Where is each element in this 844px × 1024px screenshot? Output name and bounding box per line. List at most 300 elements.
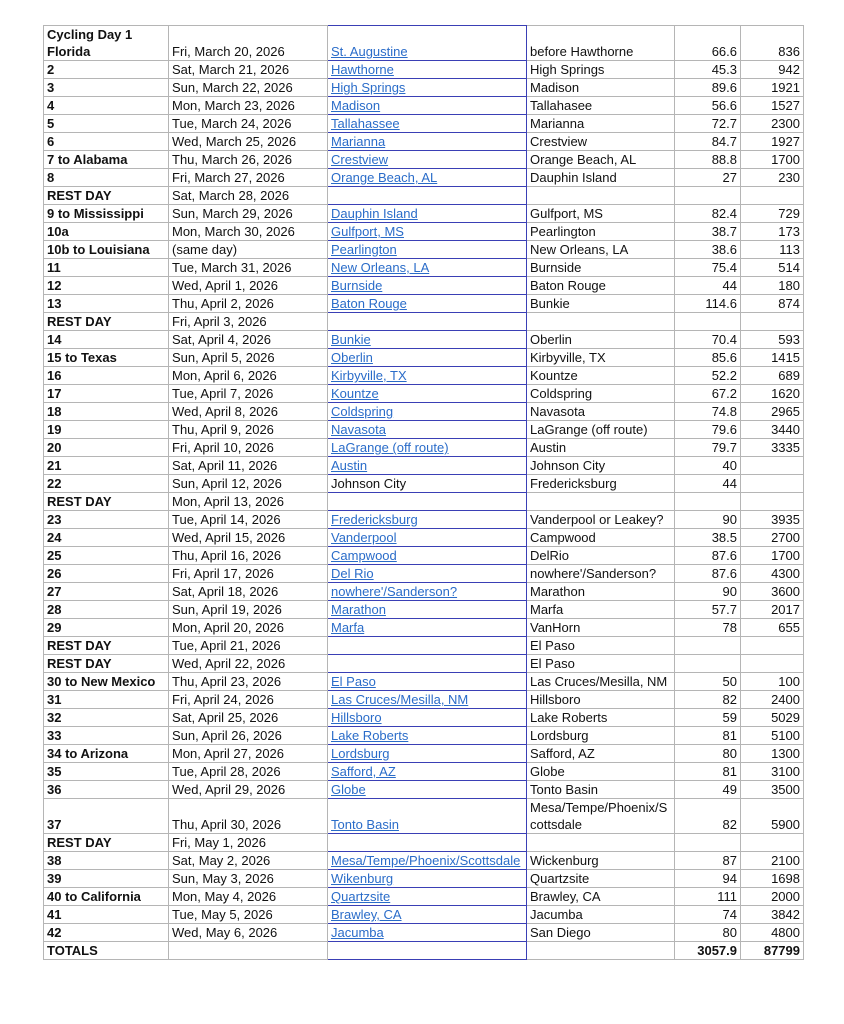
destination-cell: Tallahasee <box>527 97 675 115</box>
miles-cell: 49 <box>675 781 741 799</box>
date-cell: Fri, April 17, 2026 <box>169 565 328 583</box>
elevation-cell: 1927 <box>741 133 804 151</box>
start-location-cell <box>328 97 527 115</box>
start-location-cell <box>328 888 527 906</box>
destination-cell <box>527 493 675 511</box>
day-cell: 13 <box>44 295 169 313</box>
start-location-cell <box>328 349 527 367</box>
miles-cell: 45.3 <box>675 61 741 79</box>
start-location-cell <box>328 205 527 223</box>
miles-cell: 72.7 <box>675 115 741 133</box>
miles-cell: 82 <box>675 799 741 834</box>
elevation-cell: 1700 <box>741 151 804 169</box>
location-link[interactable]: New Orleans, LA <box>331 260 430 275</box>
elevation-cell: 942 <box>741 61 804 79</box>
elevation-cell <box>741 637 804 655</box>
day-cell: 33 <box>44 727 169 745</box>
date-cell: Sun, April 5, 2026 <box>169 349 328 367</box>
day-cell: 20 <box>44 439 169 457</box>
location-link[interactable]: Vanderpool <box>331 530 397 545</box>
empty-cell <box>527 942 675 960</box>
date-cell: Mon, March 23, 2026 <box>169 97 328 115</box>
table-row <box>44 475 804 493</box>
miles-cell: 44 <box>675 277 741 295</box>
day-cell: 29 <box>44 619 169 637</box>
table-row <box>44 852 804 870</box>
destination-cell <box>527 313 675 331</box>
date-cell: Sat, March 28, 2026 <box>169 187 328 205</box>
miles-cell: 87.6 <box>675 565 741 583</box>
start-location-cell <box>328 241 527 259</box>
location-link[interactable]: Lake Roberts <box>331 728 409 743</box>
date-cell: Thu, April 30, 2026 <box>169 799 328 834</box>
rest-day-row <box>44 313 804 331</box>
location-link[interactable]: Madison <box>331 98 381 113</box>
destination-cell: VanHorn <box>527 619 675 637</box>
start-location-cell: Johnson City <box>328 475 527 493</box>
day-cell: 22 <box>44 475 169 493</box>
table-row <box>44 151 804 169</box>
location-link[interactable]: Globe <box>331 782 366 797</box>
date-cell: Fri, March 27, 2026 <box>169 169 328 187</box>
day-cell: 37 <box>44 799 169 834</box>
table-row <box>44 115 804 133</box>
start-location-cell <box>328 277 527 295</box>
miles-cell: 80 <box>675 924 741 942</box>
elevation-cell: 1415 <box>741 349 804 367</box>
location-link[interactable]: El Paso <box>331 674 376 689</box>
destination-cell: before Hawthorne <box>527 26 675 61</box>
elevation-cell: 2017 <box>741 601 804 619</box>
date-cell: Wed, April 8, 2026 <box>169 403 328 421</box>
start-location-cell <box>328 529 527 547</box>
date-cell: Sat, April 11, 2026 <box>169 457 328 475</box>
location-link[interactable]: LaGrange (off route) <box>331 440 449 455</box>
location-link[interactable]: Marathon <box>331 602 386 617</box>
elevation-cell: 2965 <box>741 403 804 421</box>
destination-cell: Marfa <box>527 601 675 619</box>
date-cell: Wed, March 25, 2026 <box>169 133 328 151</box>
date-cell: Fri, May 1, 2026 <box>169 834 328 852</box>
table-row <box>44 439 804 457</box>
destination-cell: Marianna <box>527 115 675 133</box>
location-link[interactable]: Orange Beach, AL <box>331 170 438 185</box>
date-cell: Mon, April 13, 2026 <box>169 493 328 511</box>
table-row <box>44 727 804 745</box>
day-cell: 28 <box>44 601 169 619</box>
table-row <box>44 367 804 385</box>
destination-cell: nowhere'/Sanderson? <box>527 565 675 583</box>
total-miles: 3057.9 <box>675 942 741 960</box>
day-cell: 2 <box>44 61 169 79</box>
date-cell: Sat, May 2, 2026 <box>169 852 328 870</box>
table-row <box>44 295 804 313</box>
day-cell: 19 <box>44 421 169 439</box>
miles-cell: 81 <box>675 763 741 781</box>
day-cell: 23 <box>44 511 169 529</box>
start-location-cell <box>328 61 527 79</box>
table-row <box>44 349 804 367</box>
miles-cell: 74 <box>675 906 741 924</box>
day-cell: 32 <box>44 709 169 727</box>
miles-cell: 81 <box>675 727 741 745</box>
table-row <box>44 241 804 259</box>
elevation-cell <box>741 655 804 673</box>
start-location-cell <box>328 367 527 385</box>
date-cell: Tue, April 28, 2026 <box>169 763 328 781</box>
rest-day-row <box>44 187 804 205</box>
start-location-cell <box>328 223 527 241</box>
destination-cell: Oberlin <box>527 331 675 349</box>
location-link[interactable]: Austin <box>331 458 368 473</box>
miles-cell <box>675 655 741 673</box>
miles-cell <box>675 493 741 511</box>
miles-cell: 70.4 <box>675 331 741 349</box>
miles-cell: 78 <box>675 619 741 637</box>
day-cell: 42 <box>44 924 169 942</box>
elevation-cell: 874 <box>741 295 804 313</box>
start-location-cell <box>328 187 527 205</box>
location-link[interactable]: Marianna <box>331 134 386 149</box>
empty-cell <box>328 942 527 960</box>
table-row <box>44 888 804 906</box>
date-cell: Sun, May 3, 2026 <box>169 870 328 888</box>
day-cell: 35 <box>44 763 169 781</box>
elevation-cell <box>741 834 804 852</box>
day-cell: REST DAY <box>44 637 169 655</box>
date-cell: Mon, May 4, 2026 <box>169 888 328 906</box>
date-cell: Sun, April 12, 2026 <box>169 475 328 493</box>
table-row <box>44 583 804 601</box>
day-cell: 3 <box>44 79 169 97</box>
elevation-cell: 3440 <box>741 421 804 439</box>
location-link[interactable]: Jacumba <box>331 925 384 940</box>
start-location-cell <box>328 169 527 187</box>
table-row <box>44 924 804 942</box>
day-cell: 36 <box>44 781 169 799</box>
miles-cell: 87.6 <box>675 547 741 565</box>
location-link[interactable]: nowhere'/Sanderson? <box>331 584 458 599</box>
location-link[interactable]: Hawthorne <box>331 62 394 77</box>
day-cell: 26 <box>44 565 169 583</box>
start-location-cell <box>328 906 527 924</box>
start-location-cell <box>328 924 527 942</box>
start-location-cell <box>328 745 527 763</box>
miles-cell: 90 <box>675 511 741 529</box>
location-link[interactable]: Kountze <box>331 386 379 401</box>
miles-cell: 85.6 <box>675 349 741 367</box>
location-link[interactable]: Gulfport, MS <box>331 224 404 239</box>
elevation-cell: 2700 <box>741 529 804 547</box>
miles-cell: 88.8 <box>675 151 741 169</box>
table-row <box>44 133 804 151</box>
location-link[interactable]: Navasota <box>331 422 386 437</box>
date-cell: Fri, April 3, 2026 <box>169 313 328 331</box>
destination-cell: Wickenburg <box>527 852 675 870</box>
location-link[interactable]: Tallahassee <box>331 116 400 131</box>
location-link[interactable]: Bunkie <box>331 332 371 347</box>
day-cell: 34 to Arizona <box>44 745 169 763</box>
date-cell: Mon, April 6, 2026 <box>169 367 328 385</box>
date-cell: Sun, April 26, 2026 <box>169 727 328 745</box>
location-link[interactable]: Quartzsite <box>331 889 391 904</box>
date-cell: Sun, April 19, 2026 <box>169 601 328 619</box>
date-cell: Tue, March 24, 2026 <box>169 115 328 133</box>
date-cell: Wed, April 29, 2026 <box>169 781 328 799</box>
day-cell: 31 <box>44 691 169 709</box>
start-location-cell <box>328 79 527 97</box>
location-link[interactable]: Mesa/Tempe/Phoenix/Scottsdale <box>331 853 521 868</box>
table-row <box>44 277 804 295</box>
location-link[interactable]: Tonto Basin <box>331 817 399 832</box>
start-location-cell <box>328 259 527 277</box>
table-body <box>44 26 804 960</box>
location-link[interactable]: Coldspring <box>331 404 394 419</box>
table-row <box>44 745 804 763</box>
rest-day-row <box>44 637 804 655</box>
location-link[interactable]: Wikenburg <box>331 871 394 886</box>
miles-cell: 82.4 <box>675 205 741 223</box>
day-cell: 17 <box>44 385 169 403</box>
cycling-itinerary-table <box>43 25 804 960</box>
table-row <box>44 403 804 421</box>
totals-label: TOTALS <box>44 942 169 960</box>
destination-cell <box>527 187 675 205</box>
destination-cell: Lordsburg <box>527 727 675 745</box>
destination-cell: Las Cruces/Mesilla, NM <box>527 673 675 691</box>
day-cell: 6 <box>44 133 169 151</box>
date-cell: Tue, May 5, 2026 <box>169 906 328 924</box>
start-location-cell <box>328 493 527 511</box>
table-row <box>44 799 804 834</box>
rest-day-row <box>44 655 804 673</box>
destination-cell: Dauphin Island <box>527 169 675 187</box>
date-cell: Tue, April 7, 2026 <box>169 385 328 403</box>
miles-cell: 44 <box>675 475 741 493</box>
miles-cell: 57.7 <box>675 601 741 619</box>
miles-cell: 56.6 <box>675 97 741 115</box>
day-cell: Cycling Day 1 Florida <box>44 26 169 61</box>
start-location-cell <box>328 133 527 151</box>
table-row <box>44 781 804 799</box>
date-cell: Wed, April 15, 2026 <box>169 529 328 547</box>
location-link[interactable]: Burnside <box>331 278 383 293</box>
table-row <box>44 709 804 727</box>
destination-cell: Hillsboro <box>527 691 675 709</box>
table-row <box>44 169 804 187</box>
day-cell: 38 <box>44 852 169 870</box>
date-cell: Wed, April 22, 2026 <box>169 655 328 673</box>
destination-cell: Mesa/Tempe/Phoenix/Scottsdale <box>527 799 675 834</box>
elevation-cell: 173 <box>741 223 804 241</box>
elevation-cell: 3335 <box>741 439 804 457</box>
start-location-cell <box>328 421 527 439</box>
location-link[interactable]: Pearlington <box>331 242 397 257</box>
miles-cell: 84.7 <box>675 133 741 151</box>
location-link[interactable]: Crestview <box>331 152 389 167</box>
date-cell: Thu, April 2, 2026 <box>169 295 328 313</box>
table-row <box>44 906 804 924</box>
elevation-cell: 5100 <box>741 727 804 745</box>
miles-cell: 38.5 <box>675 529 741 547</box>
destination-cell: Baton Rouge <box>527 277 675 295</box>
date-cell: Wed, April 1, 2026 <box>169 277 328 295</box>
day-cell: 21 <box>44 457 169 475</box>
destination-cell: Fredericksburg <box>527 475 675 493</box>
date-cell: Wed, May 6, 2026 <box>169 924 328 942</box>
miles-cell: 80 <box>675 745 741 763</box>
destination-cell: Globe <box>527 763 675 781</box>
destination-cell: Bunkie <box>527 295 675 313</box>
location-link[interactable]: Dauphin Island <box>331 206 418 221</box>
day-cell: 25 <box>44 547 169 565</box>
table-row <box>44 457 804 475</box>
location-link[interactable]: Safford, AZ <box>331 764 396 779</box>
destination-cell: Gulfport, MS <box>527 205 675 223</box>
location-link[interactable]: Oberlin <box>331 350 373 365</box>
date-cell: Mon, April 27, 2026 <box>169 745 328 763</box>
rest-day-row <box>44 493 804 511</box>
day-cell: 40 to California <box>44 888 169 906</box>
table-row <box>44 511 804 529</box>
date-cell: Tue, April 21, 2026 <box>169 637 328 655</box>
miles-cell: 87 <box>675 852 741 870</box>
destination-cell: Madison <box>527 79 675 97</box>
start-location-cell <box>328 763 527 781</box>
start-location-cell <box>328 852 527 870</box>
destination-cell: Navasota <box>527 403 675 421</box>
day-cell: 8 <box>44 169 169 187</box>
date-cell: Thu, April 16, 2026 <box>169 547 328 565</box>
start-location-cell <box>328 457 527 475</box>
start-location-cell <box>328 547 527 565</box>
miles-cell: 27 <box>675 169 741 187</box>
day-cell: 39 <box>44 870 169 888</box>
elevation-cell <box>741 493 804 511</box>
empty-cell <box>169 942 328 960</box>
elevation-cell: 5900 <box>741 799 804 834</box>
location-link[interactable]: Las Cruces/Mesilla, NM <box>331 692 469 707</box>
destination-cell: High Springs <box>527 61 675 79</box>
table-row <box>44 547 804 565</box>
day-cell: 24 <box>44 529 169 547</box>
table-row <box>44 259 804 277</box>
date-cell: Tue, April 14, 2026 <box>169 511 328 529</box>
location-link[interactable]: Marfa <box>331 620 365 635</box>
destination-cell: Kirbyville, TX <box>527 349 675 367</box>
start-location-cell <box>328 799 527 834</box>
totals-row <box>44 942 804 960</box>
table-row <box>44 673 804 691</box>
start-location-cell <box>328 385 527 403</box>
elevation-cell: 729 <box>741 205 804 223</box>
miles-cell: 74.8 <box>675 403 741 421</box>
location-link[interactable]: Campwood <box>331 548 397 563</box>
table-row <box>44 619 804 637</box>
start-location-cell <box>328 870 527 888</box>
date-cell: Sat, April 25, 2026 <box>169 709 328 727</box>
elevation-cell: 689 <box>741 367 804 385</box>
miles-cell: 67.2 <box>675 385 741 403</box>
location-link[interactable]: Hillsboro <box>331 710 382 725</box>
elevation-cell: 4300 <box>741 565 804 583</box>
day-cell: REST DAY <box>44 655 169 673</box>
elevation-cell: 593 <box>741 331 804 349</box>
destination-cell: El Paso <box>527 637 675 655</box>
date-cell: Sun, March 29, 2026 <box>169 205 328 223</box>
day-cell: 4 <box>44 97 169 115</box>
miles-cell: 94 <box>675 870 741 888</box>
table-row <box>44 421 804 439</box>
location-link[interactable]: Lordsburg <box>331 746 390 761</box>
date-cell: (same day) <box>169 241 328 259</box>
elevation-cell: 3100 <box>741 763 804 781</box>
table-row <box>44 529 804 547</box>
miles-cell: 38.7 <box>675 223 741 241</box>
start-location-cell <box>328 601 527 619</box>
destination-cell: Brawley, CA <box>527 888 675 906</box>
elevation-cell: 180 <box>741 277 804 295</box>
day-cell: 9 to Mississippi <box>44 205 169 223</box>
day-cell: 5 <box>44 115 169 133</box>
elevation-cell: 655 <box>741 619 804 637</box>
destination-cell: Johnson City <box>527 457 675 475</box>
elevation-cell: 100 <box>741 673 804 691</box>
destination-cell: Vanderpool or Leakey? <box>527 511 675 529</box>
location-link[interactable]: Fredericksburg <box>331 512 418 527</box>
elevation-cell: 2300 <box>741 115 804 133</box>
location-link[interactable]: Brawley, CA <box>331 907 402 922</box>
day-cell: 16 <box>44 367 169 385</box>
date-cell: Tue, March 31, 2026 <box>169 259 328 277</box>
start-location-cell <box>328 295 527 313</box>
destination-cell: Orange Beach, AL <box>527 151 675 169</box>
location-link[interactable]: High Springs <box>331 80 406 95</box>
miles-cell: 111 <box>675 888 741 906</box>
location-link[interactable]: Baton Rouge <box>331 296 407 311</box>
elevation-cell: 1300 <box>741 745 804 763</box>
elevation-cell: 836 <box>741 26 804 61</box>
start-location-cell <box>328 709 527 727</box>
miles-cell: 66.6 <box>675 26 741 61</box>
day-cell: REST DAY <box>44 187 169 205</box>
elevation-cell: 1698 <box>741 870 804 888</box>
day-cell: 15 to Texas <box>44 349 169 367</box>
day-cell: 10b to Louisiana <box>44 241 169 259</box>
elevation-cell: 3500 <box>741 781 804 799</box>
miles-cell: 89.6 <box>675 79 741 97</box>
location-link[interactable]: Del Rio <box>331 566 374 581</box>
elevation-cell: 2000 <box>741 888 804 906</box>
location-link[interactable]: St. Augustine <box>331 44 408 59</box>
date-cell: Sun, March 22, 2026 <box>169 79 328 97</box>
destination-cell: Tonto Basin <box>527 781 675 799</box>
destination-cell: Austin <box>527 439 675 457</box>
elevation-cell: 1921 <box>741 79 804 97</box>
destination-cell: El Paso <box>527 655 675 673</box>
miles-cell: 38.6 <box>675 241 741 259</box>
start-location-cell <box>328 727 527 745</box>
total-elevation: 87799 <box>741 942 804 960</box>
start-location-cell <box>328 565 527 583</box>
day-cell: 30 to New Mexico <box>44 673 169 691</box>
location-link[interactable]: Kirbyville, TX <box>331 368 407 383</box>
miles-cell: 59 <box>675 709 741 727</box>
day-cell: REST DAY <box>44 493 169 511</box>
day-cell: 12 <box>44 277 169 295</box>
start-location-cell <box>328 619 527 637</box>
table-row <box>44 601 804 619</box>
